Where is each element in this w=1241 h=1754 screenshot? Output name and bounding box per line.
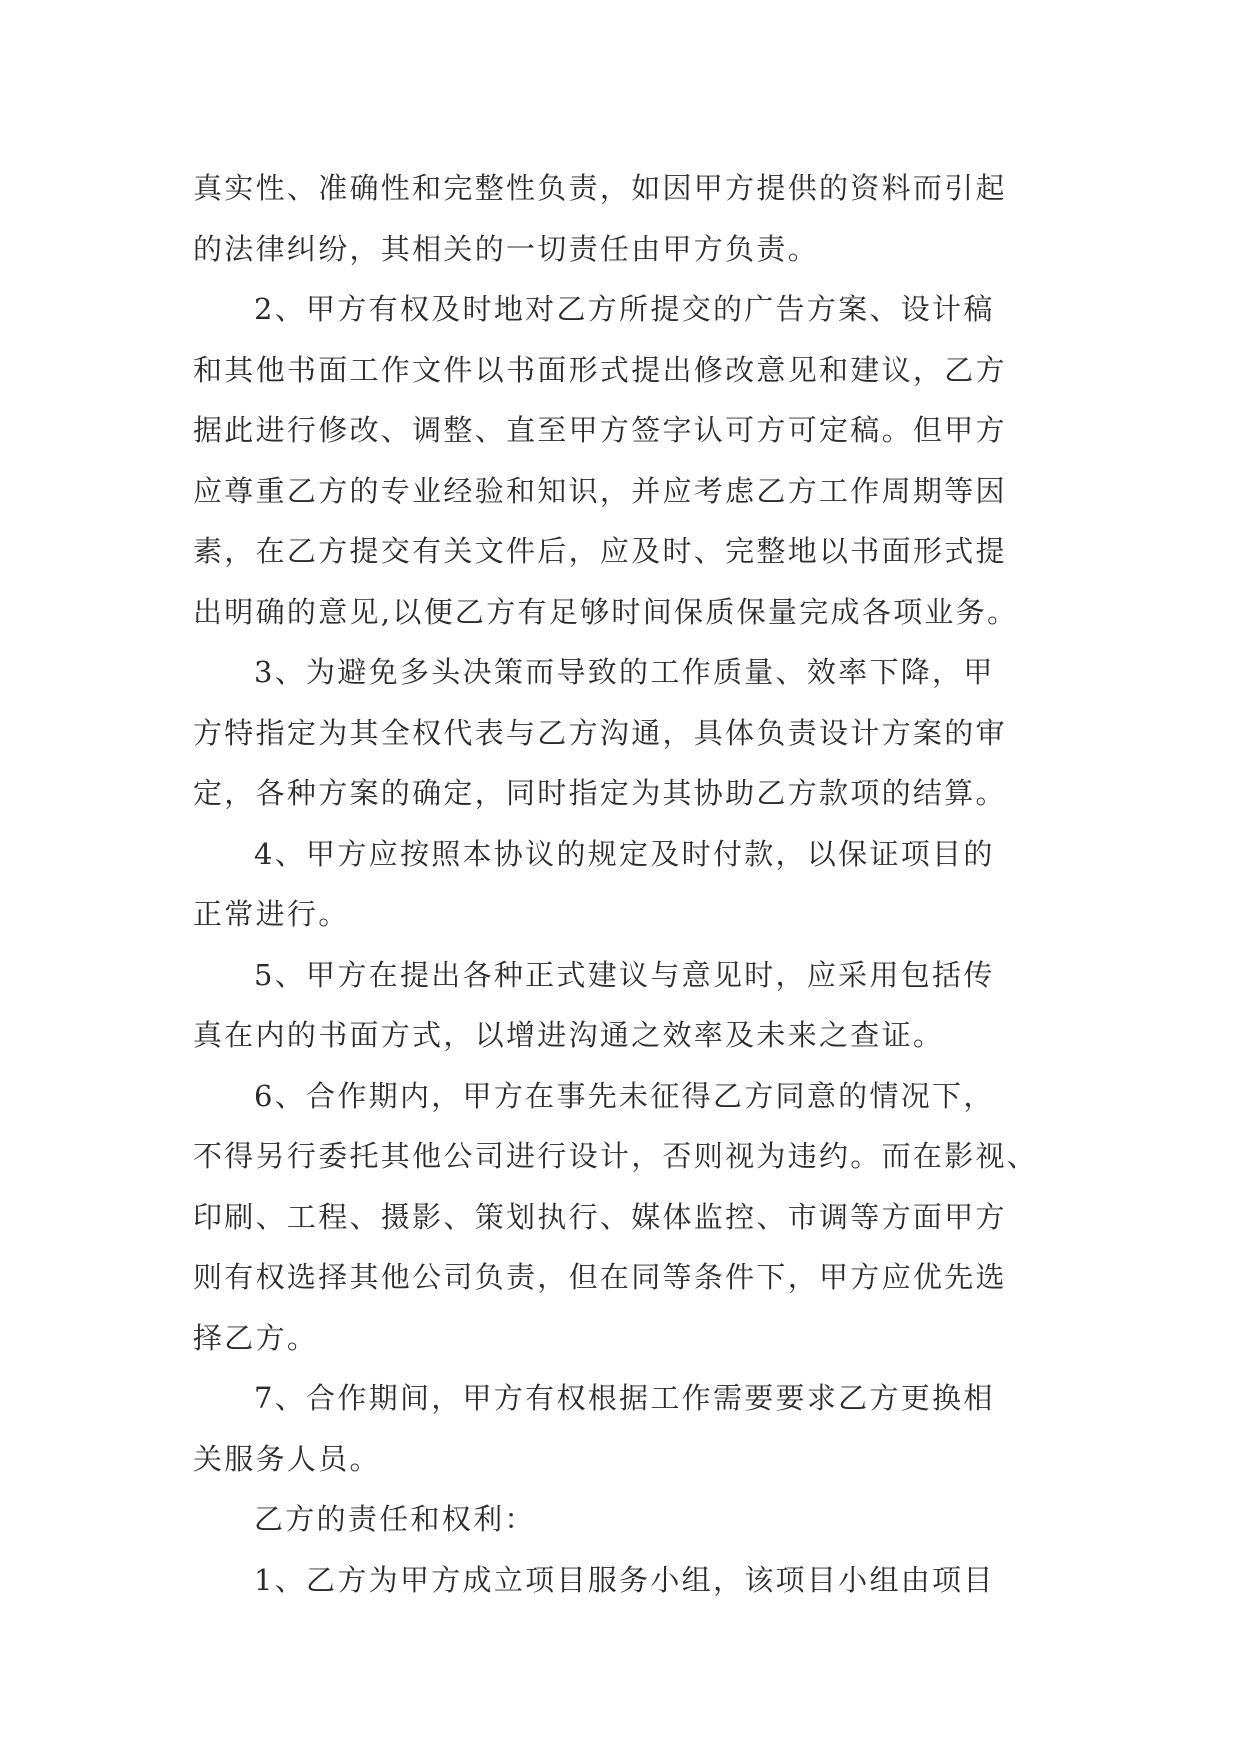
paragraph-clause-4	[193, 824, 1063, 945]
text-line: 正常进行。	[193, 897, 350, 931]
text-line: 印刷、工程、摄影、策划执行、媒体监控、市调等方面甲方	[193, 1199, 1007, 1234]
text-line: 方特指定为其全权代表与乙方沟通，具体负责设计方案的审	[193, 715, 1007, 750]
paragraph-clause-3	[193, 642, 1063, 824]
text-line: 1、乙方为甲方成立项目服务小组，该项目小组由项目	[254, 1562, 995, 1597]
document-body	[193, 158, 1063, 1610]
text-line: 的法律纠纷，其相关的一切责任由甲方负责。	[193, 231, 820, 266]
text-line: 3、为避免多头决策而导致的工作质量、效率下降，甲	[254, 655, 995, 689]
text-line: 出明确的意见,以便乙方有足够时间保质保量完成各项业务。	[193, 594, 1019, 629]
text-line: 4、甲方应按照本协议的规定及时付款，以保证项目的	[254, 836, 995, 871]
paragraph-clause-7	[193, 1368, 1063, 1489]
text-line: 关服务人员。	[193, 1441, 381, 1476]
paragraph-clause-2	[193, 279, 1063, 642]
text-line: 乙方的责任和权利：	[254, 1502, 536, 1536]
text-line: 素，在乙方提交有关文件后，应及时、完整地以书面形式提	[193, 534, 1007, 568]
text-line: 应尊重乙方的专业经验和知识，并应考虑乙方工作周期等因	[193, 473, 1007, 508]
text-line: 不得另行委托其他公司进行设计，否则视为违约。而在影视、	[193, 1139, 1039, 1173]
paragraph-clause-5	[193, 945, 1063, 1066]
section-heading-party-b-rights	[193, 1489, 1063, 1550]
text-line: 2、甲方有权及时地对乙方所提交的广告方案、设计稿	[254, 292, 995, 326]
paragraph-clause-6	[193, 1066, 1063, 1369]
text-line: 6、合作期内，甲方在事先未征得乙方同意的情况下，	[254, 1078, 995, 1113]
text-line: 定，各种方案的确定，同时指定为其协助乙方款项的结算。	[193, 776, 1007, 810]
text-line: 和其他书面工作文件以书面形式提出修改意见和建议，乙方	[193, 352, 1007, 387]
paragraph-liability-continued	[193, 158, 1063, 279]
text-line: 据此进行修改、调整、直至甲方签字认可方可定稿。但甲方	[193, 413, 1007, 447]
text-line: 5、甲方在提出各种正式建议与意见时，应采用包括传	[254, 957, 995, 992]
text-line: 7、合作期间，甲方有权根据工作需要要求乙方更换相	[254, 1381, 995, 1415]
text-line: 择乙方。	[193, 1320, 319, 1355]
text-line: 真实性、准确性和完整性负责，如因甲方提供的资料而引起	[193, 171, 1007, 205]
text-line: 真在内的书面方式，以增进沟通之效率及未来之查证。	[193, 1018, 945, 1052]
paragraph-party-b-clause-1	[193, 1550, 1063, 1611]
text-line: 则有权选择其他公司负责，但在同等条件下，甲方应优先选	[193, 1260, 1007, 1294]
